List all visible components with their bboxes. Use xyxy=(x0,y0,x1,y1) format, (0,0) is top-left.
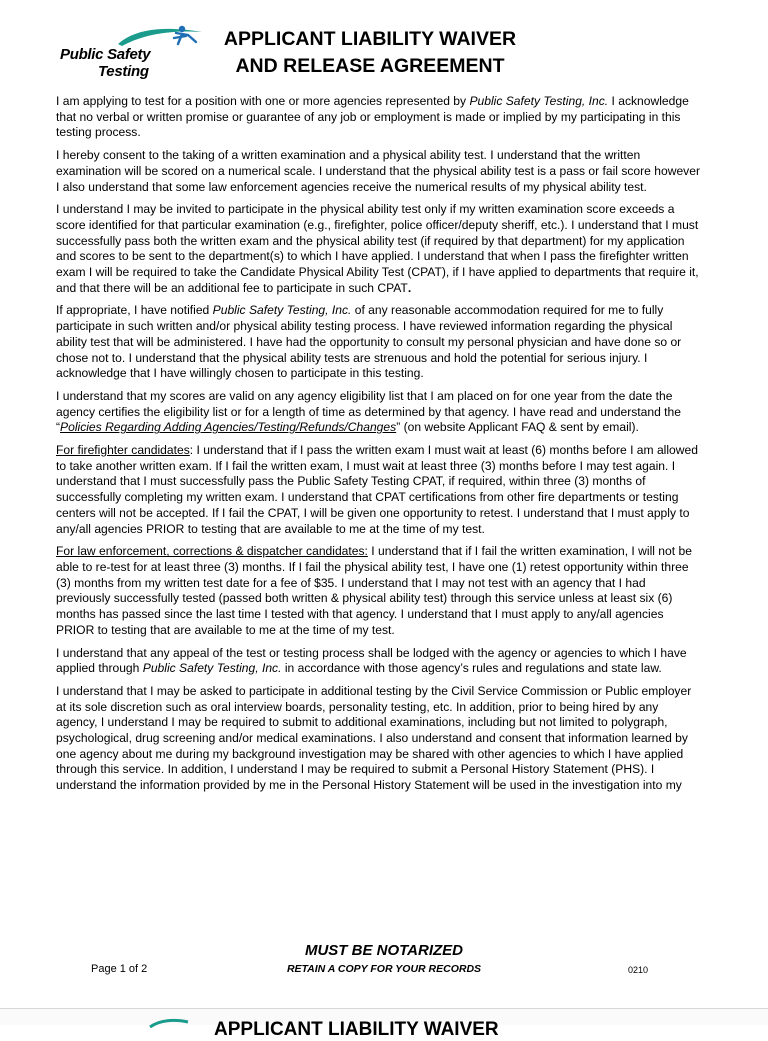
company-name: Public Safety Testing, Inc. xyxy=(469,94,609,108)
text-run: I acknowledge that no verbal or written promise or guarantee of any job or employment is made or implied by my participating in this testing process. xyxy=(56,94,689,140)
text-run: If appropriate, I have notified xyxy=(56,303,213,318)
policies-link[interactable]: Policies Regarding Adding Agencies/Testing/Refunds/Changes xyxy=(60,420,397,435)
paragraph-5 xyxy=(56,389,702,436)
paragraph-6 xyxy=(56,443,702,537)
public-safety-testing-logo xyxy=(56,24,206,80)
page-number: Page 1 of 2 xyxy=(91,963,148,975)
text-run: : I understand that if I pass the written exam I must wait at least (6) months before I am allowed to take another written exam. If I fail the written exam, I must wait at least three (3) months before I may test again. I understand that I must successfully pass the Public Safety Testing CPAT, if required, within three (3) months of successfully completing my written exam. I understand that CPAT certifications from other fire departments or testing centers will not be accepted. If I fail the CPAT, I will be given one opportunity to retest. I understand that I must apply to any/all agencies PRIOR to testing that are available to me at the time of my test. xyxy=(56,443,698,536)
form-code: 0210 xyxy=(628,965,649,975)
title-line-1: APPLICANT LIABILITY WAIVER xyxy=(223,28,517,50)
text-run: I understand that any appeal of the test or testing process shall be lodged with the agency or agencies to which I have applied through xyxy=(56,645,687,676)
next-page-title: APPLICANT LIABILITY WAIVER xyxy=(214,1019,499,1040)
document-title xyxy=(210,26,530,80)
company-name: Public Safety Testing, Inc. xyxy=(142,661,282,676)
text-run: I understand that if I fail the written examination, I will not be able to re-test for at least three (3) months. If I fail the physical ability test, I have one (1) retest opportunity within three (3) months from my written test date for a fee of $35. I understand that I may not test with an agency that I had previously successfully tested (passed both written & physical ability test) through this service unless at least six (6) months has passed since the last time I tested with that agency. I understand that I must apply to any/all agencies PRIOR to testing that are available to me at the time of my test. xyxy=(56,544,692,637)
paragraph-9: I understand that I may be asked to participate in additional testing by the Civil Service Commission or Public employer at its sole discretion such as oral interview boards, personality testing, etc. In addition, prior to being hired by any agency, I understand I may be required to submit to additional examinations, including but not limited to polygraph, psychological, drug screening and/or medical examinations. I also understand and consent that information learned by one agency about me during my background investigation may be shared with other agencies to which I have applied through this service. In addition, I understand I may be required to submit a Personal History Statement (PHS). I understand the information provided by me in the Personal History Statement will be used in the investigation into my xyxy=(56,683,692,793)
paragraph-4 xyxy=(56,303,702,382)
next-page-peek xyxy=(0,1008,768,1040)
paragraph-8 xyxy=(56,646,702,677)
must-be-notarized: MUST BE NOTARIZED xyxy=(304,942,464,959)
company-name: Public Safety Testing, Inc. xyxy=(212,303,352,318)
logo-text-line2: Testing xyxy=(98,63,149,80)
paragraph-2: I hereby consent to the taking of a written examination and a physical ability test. I understand that the written examination will be scored on a numerical scale. I understand that the physical ability test is a pass or fail score however I also understand that some law enforcement agencies receive the numerical results of my physical ability test. xyxy=(56,148,700,194)
text-run: in accordance with those agency’s rules and regulations and state law. xyxy=(281,661,662,676)
text-run: I understand that my scores are valid on any agency eligibility list that I am placed on for one year from the date the agency certifies the eligibility list or for a length of time as determined by that agency. I have read and understand the “ xyxy=(56,388,681,435)
logo-text-line1: Public Safety xyxy=(60,46,151,63)
text-run: of any reasonable accommodation required for me to fully participate in such written and/or physical ability testing process. I have reviewed information regarding the physical ability test that will be administered. I have had the opportunity to consult my personal physician and have done so or chose not to. I understand that the physical ability tests are strenuous and hold the potential for serious injury. I acknowledge that I have willingly chosen to participate in this testing. xyxy=(56,303,682,381)
paragraph-1 xyxy=(56,94,702,141)
text-run: I understand I may be invited to participate in the physical ability test only if my written examination score exceeds a score identified for that particular examination (e.g., firefighter, police officer/deputy sheriff, etc.). I understand that I must successfully pass both the written exam and the physical ability test (if required by that department) for my application and scores to be sent to the department(s) to which I have applied. I understand that when I pass the firefighter written exam I will be required to take the Candidate Physical Ability Test (CPAT), if I have applied to departments that require it, and that there will be an additional fee to participate in such CPAT xyxy=(56,202,699,295)
text-run: ” (on website Applicant FAQ & sent by email). xyxy=(396,420,639,435)
section-label-firefighter: For firefighter candidates xyxy=(56,443,190,458)
text-run: . xyxy=(407,280,412,295)
document-body xyxy=(56,94,702,801)
section-label-law-enforcement: For law enforcement, corrections & dispatcher candidates: xyxy=(56,544,368,559)
retain-copy-note: RETAIN A COPY FOR YOUR RECORDS xyxy=(286,963,482,975)
text-run: I am applying to test for a position with one or more agencies represented by xyxy=(56,94,470,108)
logo-swoosh-icon xyxy=(150,1018,190,1028)
paragraph-7 xyxy=(56,544,702,638)
paragraph-3 xyxy=(56,202,702,296)
title-line-2: AND RELEASE AGREEMENT xyxy=(235,55,505,77)
